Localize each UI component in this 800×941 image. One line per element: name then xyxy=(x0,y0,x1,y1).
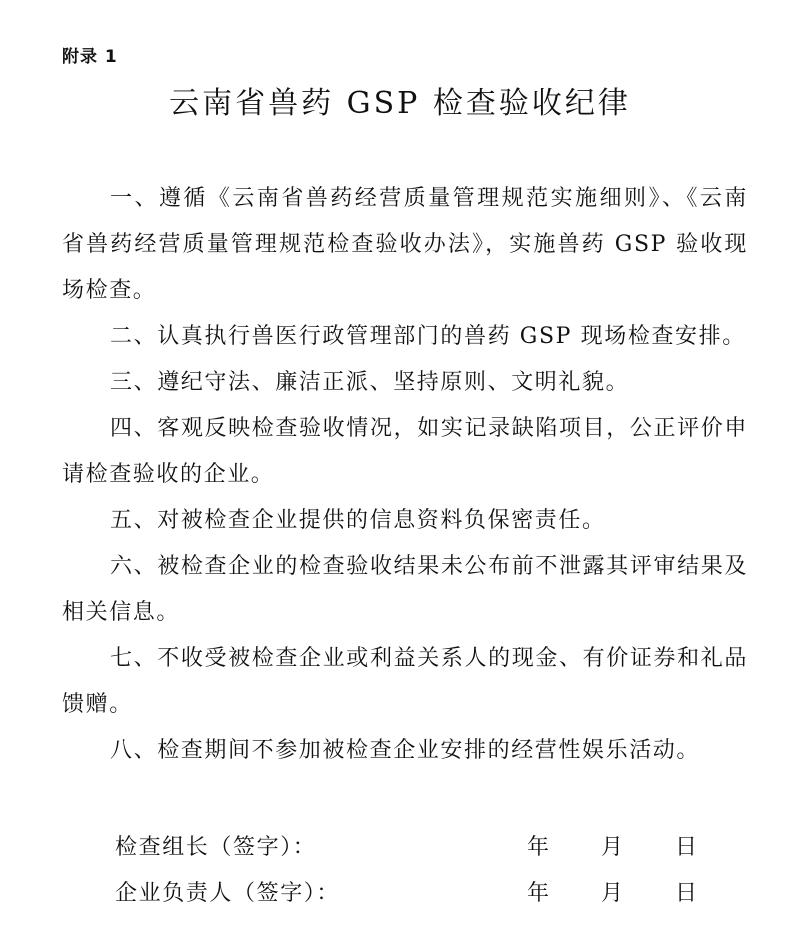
rule-paragraph-3: 三、遵纪守法、廉洁正派、坚持原则、文明礼貌。 xyxy=(110,370,630,395)
responsible-day-label: 日 xyxy=(675,881,699,906)
leader-signature-line xyxy=(115,830,715,860)
leader-day-label: 日 xyxy=(675,835,699,860)
rule-paragraph-6: 六、被检查企业的检查验收结果未公布前不泄露其评审结果及相关信息。 xyxy=(62,554,748,625)
responsible-signature-label: 企业负责人（签字）： xyxy=(115,881,341,906)
responsible-signature-line xyxy=(115,876,715,906)
leader-signature-label: 检查组长（签字）： xyxy=(115,835,317,860)
rules-body xyxy=(62,176,748,774)
responsible-month-label: 月 xyxy=(601,881,625,906)
rule-paragraph-5: 五、对被检查企业提供的信息资料负保密责任。 xyxy=(110,508,606,533)
appendix-label: 附录 1 xyxy=(62,47,118,67)
leader-month-label: 月 xyxy=(601,835,625,860)
responsible-year-label: 年 xyxy=(527,881,551,906)
rule-paragraph-4: 四、客观反映检查验收情况，如实记录缺陷项目，公正评价申请检查验收的企业。 xyxy=(62,416,748,487)
leader-year-label: 年 xyxy=(527,835,551,860)
rule-paragraph-2: 二、认真执行兽医行政管理部门的兽药 GSP 现场检查安排。 xyxy=(110,324,746,349)
rule-paragraph-7: 七、不收受被检查企业或利益关系人的现金、有价证券和礼品馈赠。 xyxy=(62,646,748,717)
document-title: 云南省兽药 GSP 检查验收纪律 xyxy=(169,86,631,121)
rule-paragraph-8: 八、检查期间不参加被检查企业安排的经营性娱乐活动。 xyxy=(110,738,701,763)
rule-paragraph-1: 一、遵循《云南省兽药经营质量管理规范实施细则》、《云南省兽药经营质量管理规范检查验收办法》，实施兽药 GSP 验收现场检查。 xyxy=(62,186,748,303)
